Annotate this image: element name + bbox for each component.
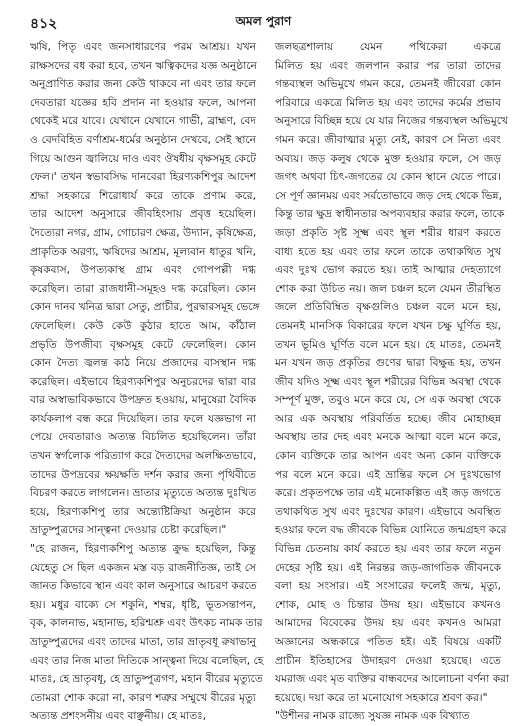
text-line: এবং দুঃখ ভোগ করতে হয়। তাই আত্মার দেহত্যাগে bbox=[275, 264, 501, 277]
text-line: অবস্থায় তার দেহ এবং মনকে আত্মা বলে মনে করে, bbox=[275, 431, 501, 444]
text-line: জলে প্রতিবিম্বিত বৃক্ষগুলিও চঞ্চল বলে মনে হয়, bbox=[275, 301, 501, 314]
page-number: ৪১২ bbox=[30, 16, 58, 32]
text-line: কিন্তু তার ক্ষুদ্র স্বাধীনতার অপব্যবহার করার ফলে, তাকে bbox=[275, 208, 505, 221]
text-line: বার অস্বাভাবিকভাবে উপদ্রুত হওয়ায়, মানুষেরা বৈদিক bbox=[30, 394, 256, 407]
text-line: কৃষকবাস, উপত্যকাস্থ গ্রাম এবং গোপপল্লী দগ্ধ bbox=[30, 264, 256, 277]
text-line: থেকেই মরে যাবে। যেখানে যেখানে গাভী, ব্রাহ্মণ, বেদ bbox=[30, 115, 256, 128]
text-line: কোন দৈত্য জ্বলন্ত কাঠ নিয়ে প্রজাদের বাসস্থান দগ্ধ bbox=[30, 357, 256, 370]
text-line: করেছিল। তারা রাজধানী-সমূহও দগ্ধ করেছিল। কোন bbox=[30, 282, 256, 295]
text-line: মন যখন জড় প্রকৃতির গুণের দ্বারা বিক্ষুব্ধ হয়, তখন bbox=[275, 357, 501, 370]
text-line: মাতঃ, হে ভ্রাতৃবধূ, হে ভ্রাতুষ্পুত্রগণ, মহান বীরের মৃত্যুতে bbox=[30, 673, 263, 686]
text-line: কার্যকলাপ বন্ধ করে দিয়েছিল। তার ফলে যজ্ঞভাগ না bbox=[30, 412, 256, 425]
text-line: তখন স্বর্গলোক পরিত্যাগ করে দৈত্যদের অলক্ষিতভাবে, bbox=[30, 450, 257, 463]
text-line: যেহেতু সে ছিল একজন মস্ত বড় রাজনীতিজ্ঞ, তাই সে bbox=[30, 561, 256, 574]
text-line: আমাদের বিবেকের উদয় হয় এবং কখনও আমরা bbox=[275, 617, 501, 630]
text-line: কোন দানব খনিত্র দ্বারা সেতু, প্রাচীর, পুরদ্বারসমূহ ভেঙ্গে bbox=[30, 301, 260, 314]
text-line: অত্যন্ত প্রশংসনীয় এবং বাঞ্ছনীয়। হে মাতঃ, bbox=[30, 710, 207, 723]
text-line: জলছত্রশালায় যেমন পথিকেরা একত্রে bbox=[275, 41, 501, 53]
text-line: তোমরা শোক করো না, কারণ শত্রুর সম্মুখে বীরের মৃত্যু bbox=[30, 691, 256, 704]
text-line: শোক, মোহ ও চিন্তার উদয় হয়। এইভাবে কখনও bbox=[275, 598, 501, 611]
text-line: দেহের সৃষ্টি হয়। এই নিরন্তর জড়-জাগতিক জীবনকে bbox=[275, 561, 501, 574]
text-line: প্রভৃতি উপজীব্য বৃক্ষসমূহ কেটে ফেলেছিল। কোন bbox=[30, 338, 256, 351]
text-line: গমন করে। জীবাত্মার মৃত্যু নেই, কারণ সে নিত্য এবং bbox=[275, 133, 501, 146]
text-line: এবং তার নিজ মাতা দিতিকে সান্ত্বনা দিয়ে বলেছিল, হে bbox=[30, 654, 264, 667]
text-line: দৈত্যেরা নগর, গ্রাম, গোচারণ ক্ষেত্র, উদ্যান, কৃষিক্ষেত্র, bbox=[30, 226, 257, 239]
text-line: অনুপ্রাণিত করার জন্য কেউ থাকবে না এবং তার ফলে bbox=[30, 78, 256, 91]
text-line: তার আদেশ অনুসারে জীবহিংসায় প্রবৃত্ত হয়েছিল। bbox=[30, 208, 256, 221]
text-line: প্রাকৃতিক অরণ্য, ঋষিদের আশ্রম, মূল্যবান ধাতুর খনি, bbox=[30, 245, 256, 258]
text-line: শ্রদ্ধা সহকারে শিরোধার্য করে তাকে প্রণাম করে, bbox=[30, 189, 256, 202]
text-line: মিলিত হয় এবং জলপান করার পর তারা তাদের bbox=[275, 59, 501, 72]
text-line: হয়। মধুর বাক্যে সে শকুনি, শম্বর, ধৃষ্টি, ভূতসন্তাপন, bbox=[30, 598, 256, 611]
text-line: হওয়ার ফলে বদ্ধ জীবকে বিভিন্ন যোনিতে জন্মগ্রহণ করে bbox=[275, 524, 507, 537]
text-line: ভ্রাতুষ্পুত্রদের সান্ত্বনা দেওয়ার চেষ্টা করেছিল।" bbox=[30, 524, 227, 537]
text-line: দেবতারা যজ্ঞের হবি প্রদান না হওয়ার ফলে, আপনা bbox=[30, 96, 256, 109]
text-line: ফেল।' তখন স্বভাবসিদ্ধ দানবেরা হিরণ্যকশিপুর আদেশ bbox=[30, 171, 256, 184]
text-line: তখন ভূমিও ঘূর্ণিত বলে মনে হয়। হে মাতঃ, তেমনই bbox=[275, 338, 501, 351]
text-line: হয়েছে। দয়া করে তা মনোযোগ সহকারে শ্রবণ কর।" bbox=[275, 691, 488, 704]
text-line: সে পূর্ণ জ্ঞানময় এবং সর্বতোভাবে জড় দেহ থেকে ভিন্ন, bbox=[275, 189, 502, 202]
text-line: জগৎ অথবা চিৎ-জগতের যে কোন স্থানে যেতে পারে। bbox=[275, 171, 501, 184]
text-line: অজ্ঞানের অন্ধকারে পতিত হই। এই বিষয়ে একটি bbox=[275, 636, 501, 648]
text-line: বিভিন্ন চেতনায় কার্য করতে হয় এবং তার ফলে নতুন bbox=[275, 543, 501, 556]
text-line: ঋষি, পিতৃ এবং জনসাধারণের পরম আশ্রয়। যখন bbox=[30, 41, 256, 53]
text-line: অনুসারে বিচ্ছিন্ন হয়ে যে যার নিজের গন্তব্যস্থল অভিমুখে bbox=[275, 115, 508, 128]
text-line: তেমনই মানসিক বিকারের ফলে যখন চক্ষু ঘূর্ণিত হয়, bbox=[275, 319, 501, 332]
text-line: পরিবারে একত্রে মিলিত হয় এবং তাদের কর্মের প্রভাব bbox=[275, 96, 501, 109]
text-columns bbox=[30, 38, 510, 723]
text-line: গন্তব্যস্থল অভিমুখে গমন করে, তেমনই জীবেরা কোন bbox=[275, 78, 501, 91]
text-line: পেয়ে দেবতারাও অত্যন্ত বিচলিত হয়েছিলেন। তাঁরা bbox=[30, 431, 256, 444]
page-header bbox=[30, 12, 497, 32]
text-line: সম্পূর্ণ মুক্ত, তবুও মনে করে যে, সে এক অবস্থা থেকে bbox=[275, 394, 501, 407]
text-line: ফেলেছিল। কেউ কেউ কুঠার হাতে আম, কাঁঠাল bbox=[30, 319, 256, 332]
text-line: আর এক অবস্থায় পরিবর্তিত হচ্ছে। জীব মোহাচ্ছন্ন bbox=[275, 412, 501, 425]
text-line: শোক করা উচিত নয়। জল চঞ্চল হলে যেমন তীরস্থিত bbox=[275, 282, 501, 295]
text-line: হয়ে, হিরণ্যকশিপু তার অন্ত্যেষ্টিক্রিয়া অনুষ্ঠান করে bbox=[30, 505, 256, 518]
text-line: "উশীনর নামক রাজ্যে সুযজ্ঞ নামক এক বিখ্যাত bbox=[275, 710, 470, 723]
text-line: জীব যদিও সূক্ষ্ম এবং স্থূল শরীরের বিভিন্ন অবস্থা থেকে bbox=[275, 375, 501, 388]
text-line: ও বেদবিহিত বর্ণাশ্রম-ধর্মের অনুষ্ঠান দেখবে, সেই স্থানে bbox=[30, 133, 256, 146]
right-text-column bbox=[275, 38, 510, 723]
text-line: গিয়ে আগুন জ্বালিয়ে দাও এবং ঔষধীয় বৃক্ষসমূহ কেটে bbox=[30, 152, 256, 165]
text-line: রাক্ষসদের বধ করা হবে, তখন ঋত্বিকদের যজ্ঞ অনুষ্ঠানে bbox=[30, 59, 257, 72]
text-line: কোন ব্যক্তিকে তার আপন এবং অন্য কোন ব্যক্তিকে bbox=[275, 450, 501, 463]
text-line: তথাকথিত সুখ এবং দুঃখের কারণ। এইভাবে অবস্থিত bbox=[275, 505, 501, 518]
text-line: যমরাজ এবং মৃত ব্যক্তির বান্ধবদের আলোচনা বর্ণনা করা bbox=[275, 673, 510, 686]
text-line: পর বলে মনে করে। এই ভ্রান্তির ফলে সে দুঃখভোগ bbox=[275, 468, 501, 481]
text-line: অব্যয়। জড় কলুষ থেকে মুক্ত হওয়ার ফলে, সে জড় bbox=[275, 152, 501, 165]
text-line: ভ্রাতুষ্পুত্রদের এবং তাদের মাতা, তার ভ্রাতৃবধূ রুষাভানু bbox=[30, 636, 256, 648]
text-line: বাধ্য হতে হয় এবং তার ফলে তাকে তথাকথিত সুখ bbox=[275, 245, 501, 258]
text-line: তাদের উপদ্রবের ক্ষয়ক্ষতি দর্শন করার জন্য পৃথিবীতে bbox=[30, 468, 256, 481]
text-line: করে। প্রকৃতপক্ষে তার এই মনোকল্পিত এই জড় জগতে bbox=[275, 487, 501, 500]
text-line: জড়া প্রকৃতি সৃষ্ট সূক্ষ্ম এবং স্থূল শরীর ধারণ করতে bbox=[275, 226, 501, 239]
text-line: করেছিল। এইভাবে হিরণ্যকশিপুর অনুচরদের দ্বারা বার bbox=[30, 375, 256, 388]
text-line: বিচরণ করতে লাগলেন। ভ্রাতার মৃত্যুতে অত্যন্ত দুঃখিত bbox=[30, 487, 257, 500]
text-line: বলা হয় সংসার। এই সংসারের ফলেই জন্ম, মৃত্যু, bbox=[275, 580, 501, 593]
text-line: বৃক, কালনাভ, মহানাভ, হরিশ্মশ্রু এবং উৎকচ নামক তার bbox=[30, 617, 263, 630]
running-title: অমল পুরাণ bbox=[235, 14, 292, 28]
text-line: জানত কিভাবে স্থান এবং কাল অনুসারে আচরণ করতে bbox=[30, 580, 257, 593]
left-text-column bbox=[30, 38, 264, 723]
text-line: প্রাচীন ইতিহাসের উদাহরণ দেওয়া হয়েছে। এতে bbox=[275, 654, 501, 667]
text-line: "হে রাজন, হিরণ্যকশিপু অত্যন্ত ক্রুদ্ধ হয়েছিল, কিন্তু bbox=[30, 543, 256, 556]
